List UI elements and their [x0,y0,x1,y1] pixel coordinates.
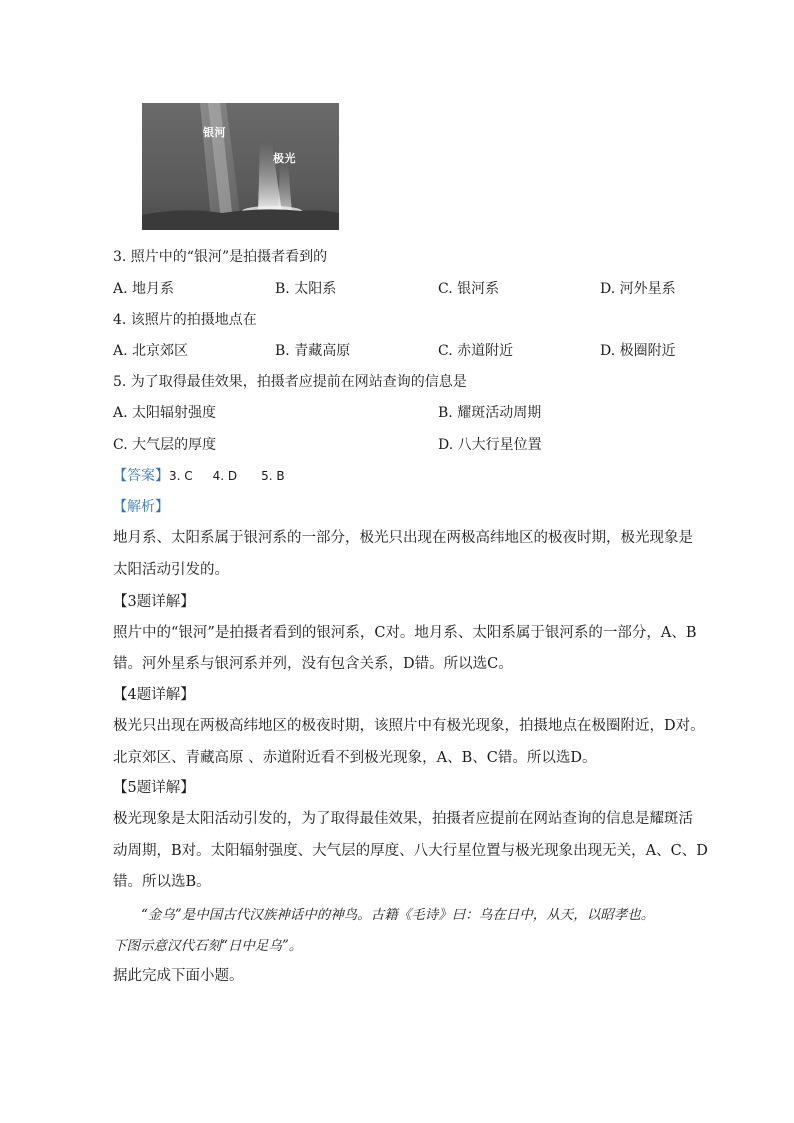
answer-4: 4. D [212,469,238,483]
question-4-stem: 4. 该照片的拍摄地点在 [113,312,257,328]
analysis-line-2: 太阳活动引发的。 [113,562,229,578]
detail-5-label: 【5题详解】 [113,780,195,796]
question-5-stem: 5. 为了取得最佳效果，拍摄者应提前在网站查询的信息是 [113,374,467,390]
detail-5-line-2: 动周期，B对。太阳辐射强度、大气层的厚度、八大行星位置与极光现象出现无关，A、C、D [113,843,708,859]
answer-label: 【答案】 [113,468,169,484]
q5-option-a: A. 太阳辐射强度 [113,405,217,421]
question-3-stem: 3. 照片中的“银河”是拍摄者看到的 [113,249,328,265]
detail-3-line-2: 错。河外星系与银河系并列，没有包含关系，D错。所以选C。 [113,656,513,672]
next-intro-line-2: 下图示意汉代石刻“日中足乌”。 [113,938,303,954]
q4-option-c: C. 赤道附近 [438,343,514,359]
answer-5: 5. B [261,469,285,483]
q5-option-c: C. 大气层的厚度 [113,437,217,453]
q5-option-d: D. 八大行星位置 [438,437,542,453]
q4-option-a: A. 北京郊区 [113,343,189,359]
q4-option-d: D. 极圈附近 [600,343,676,359]
detail-3-line-1: 照片中的“银河”是拍摄者看到的银河系，C对。地月系、太阳系属于银河系的一部分，A、B [113,625,697,641]
analysis-line-1: 地月系、太阳系属于银河系的一部分，极光只出现在两极高纬地区的极夜时期，极光现象是 [113,530,693,546]
q3-option-a: A. 地月系 [113,281,175,297]
detail-4-label: 【4题详解】 [113,687,195,703]
detail-5-line-3: 错。所以选B。 [113,874,211,890]
q3-option-d: D. 河外星系 [600,281,676,297]
next-instruction: 据此完成下面小题。 [113,968,244,984]
q5-option-b: B. 耀斑活动周期 [438,405,542,421]
milky-way-aurora-photo [142,103,339,230]
next-intro-line-1: “金乌”是中国古代汉族神话中的神鸟。古籍《毛诗》曰：乌在日中，从天，以昭孝也。 [141,907,655,923]
answer-row [113,466,285,486]
detail-4-line-2: 北京郊区、青藏高原 、赤道附近看不到极光现象，A、B、C错。所以选D。 [113,750,597,766]
detail-4-line-1: 极光只出现在两极高纬地区的极夜时期，该照片中有极光现象，拍摄地点在极圈附近，D对。 [113,718,705,734]
photo-label-milky-way: 银河 [203,126,226,139]
night-sky-image [142,103,339,230]
photo-label-aurora: 极光 [273,152,296,165]
detail-3-label: 【3题详解】 [113,594,195,610]
q3-option-b: B. 太阳系 [275,281,337,297]
detail-5-line-1: 极光现象是太阳活动引发的，为了取得最佳效果，拍摄者应提前在网站查询的信息是耀斑活 [113,811,693,827]
analysis-label: 【解析】 [113,499,169,515]
answer-3: 3. C [169,469,193,483]
q3-option-c: C. 银河系 [438,281,500,297]
q4-option-b: B. 青藏高原 [275,343,351,359]
